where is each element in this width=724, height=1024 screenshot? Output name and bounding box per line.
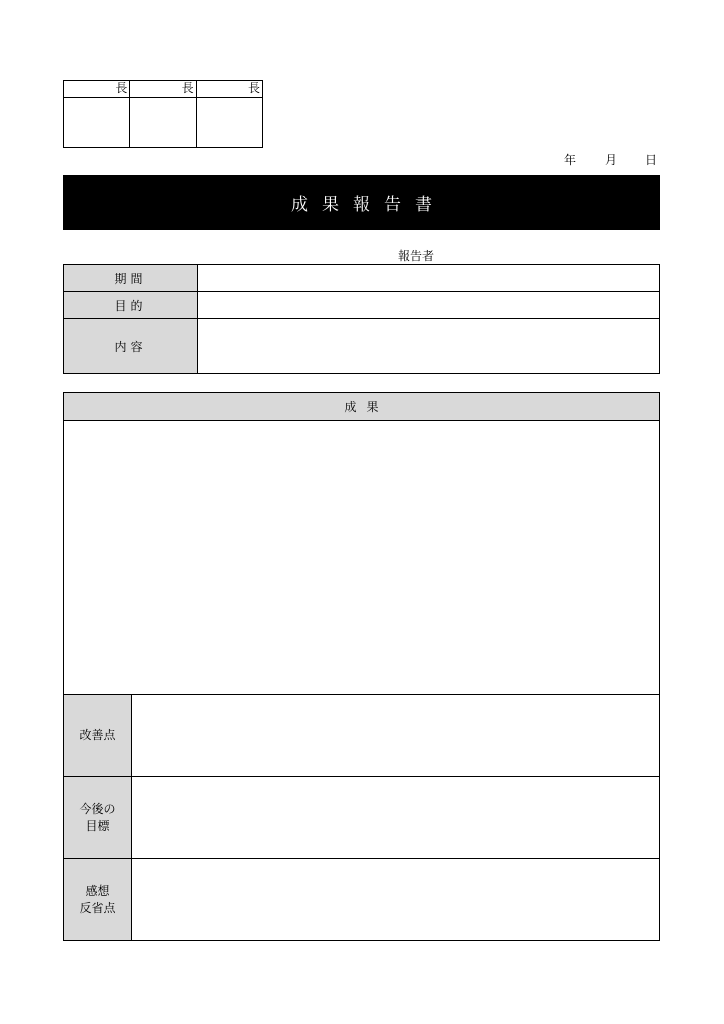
content-label: 内容 (64, 319, 198, 373)
purpose-field[interactable] (198, 292, 659, 318)
period-label: 期間 (64, 265, 198, 291)
improvements-label: 改善点 (64, 695, 132, 776)
approval-stamp-field[interactable] (130, 98, 195, 147)
future-goals-field[interactable] (132, 777, 659, 858)
approval-stamp-1 (64, 81, 129, 147)
reflections-label: 感想 反省点 (64, 859, 132, 940)
approval-stamp-label: 長 (64, 81, 129, 98)
content-field[interactable] (198, 319, 659, 373)
info-row-period (63, 264, 660, 292)
reporter-label: 報告者 (398, 249, 435, 263)
approval-stamp-2 (129, 81, 195, 147)
reflections-field[interactable] (132, 859, 659, 940)
result-field[interactable] (63, 420, 660, 695)
approval-stamp-label: 長 (197, 81, 262, 98)
date-month-label: 月 (605, 153, 618, 167)
document-title-bar (63, 175, 660, 230)
eval-row-improvements (63, 694, 660, 777)
approval-stamp-label: 長 (130, 81, 195, 98)
approval-stamp-table (63, 80, 263, 148)
approval-stamp-field[interactable] (197, 98, 262, 147)
future-goals-label: 今後の 目標 (64, 777, 132, 858)
eval-row-reflections (63, 858, 660, 941)
period-field[interactable] (198, 265, 659, 291)
improvements-field[interactable] (132, 695, 659, 776)
info-row-purpose (63, 291, 660, 319)
date-day-label: 日 (645, 153, 658, 167)
eval-row-future-goals (63, 776, 660, 859)
document-title: 成果報告書 (291, 195, 446, 215)
purpose-label: 目的 (64, 292, 198, 318)
info-row-content (63, 318, 660, 374)
date-year-label: 年 (564, 153, 577, 167)
result-heading-label: 成果 (344, 400, 389, 414)
approval-stamp-3 (196, 81, 262, 147)
approval-stamp-field[interactable] (64, 98, 129, 147)
result-heading (63, 392, 660, 421)
